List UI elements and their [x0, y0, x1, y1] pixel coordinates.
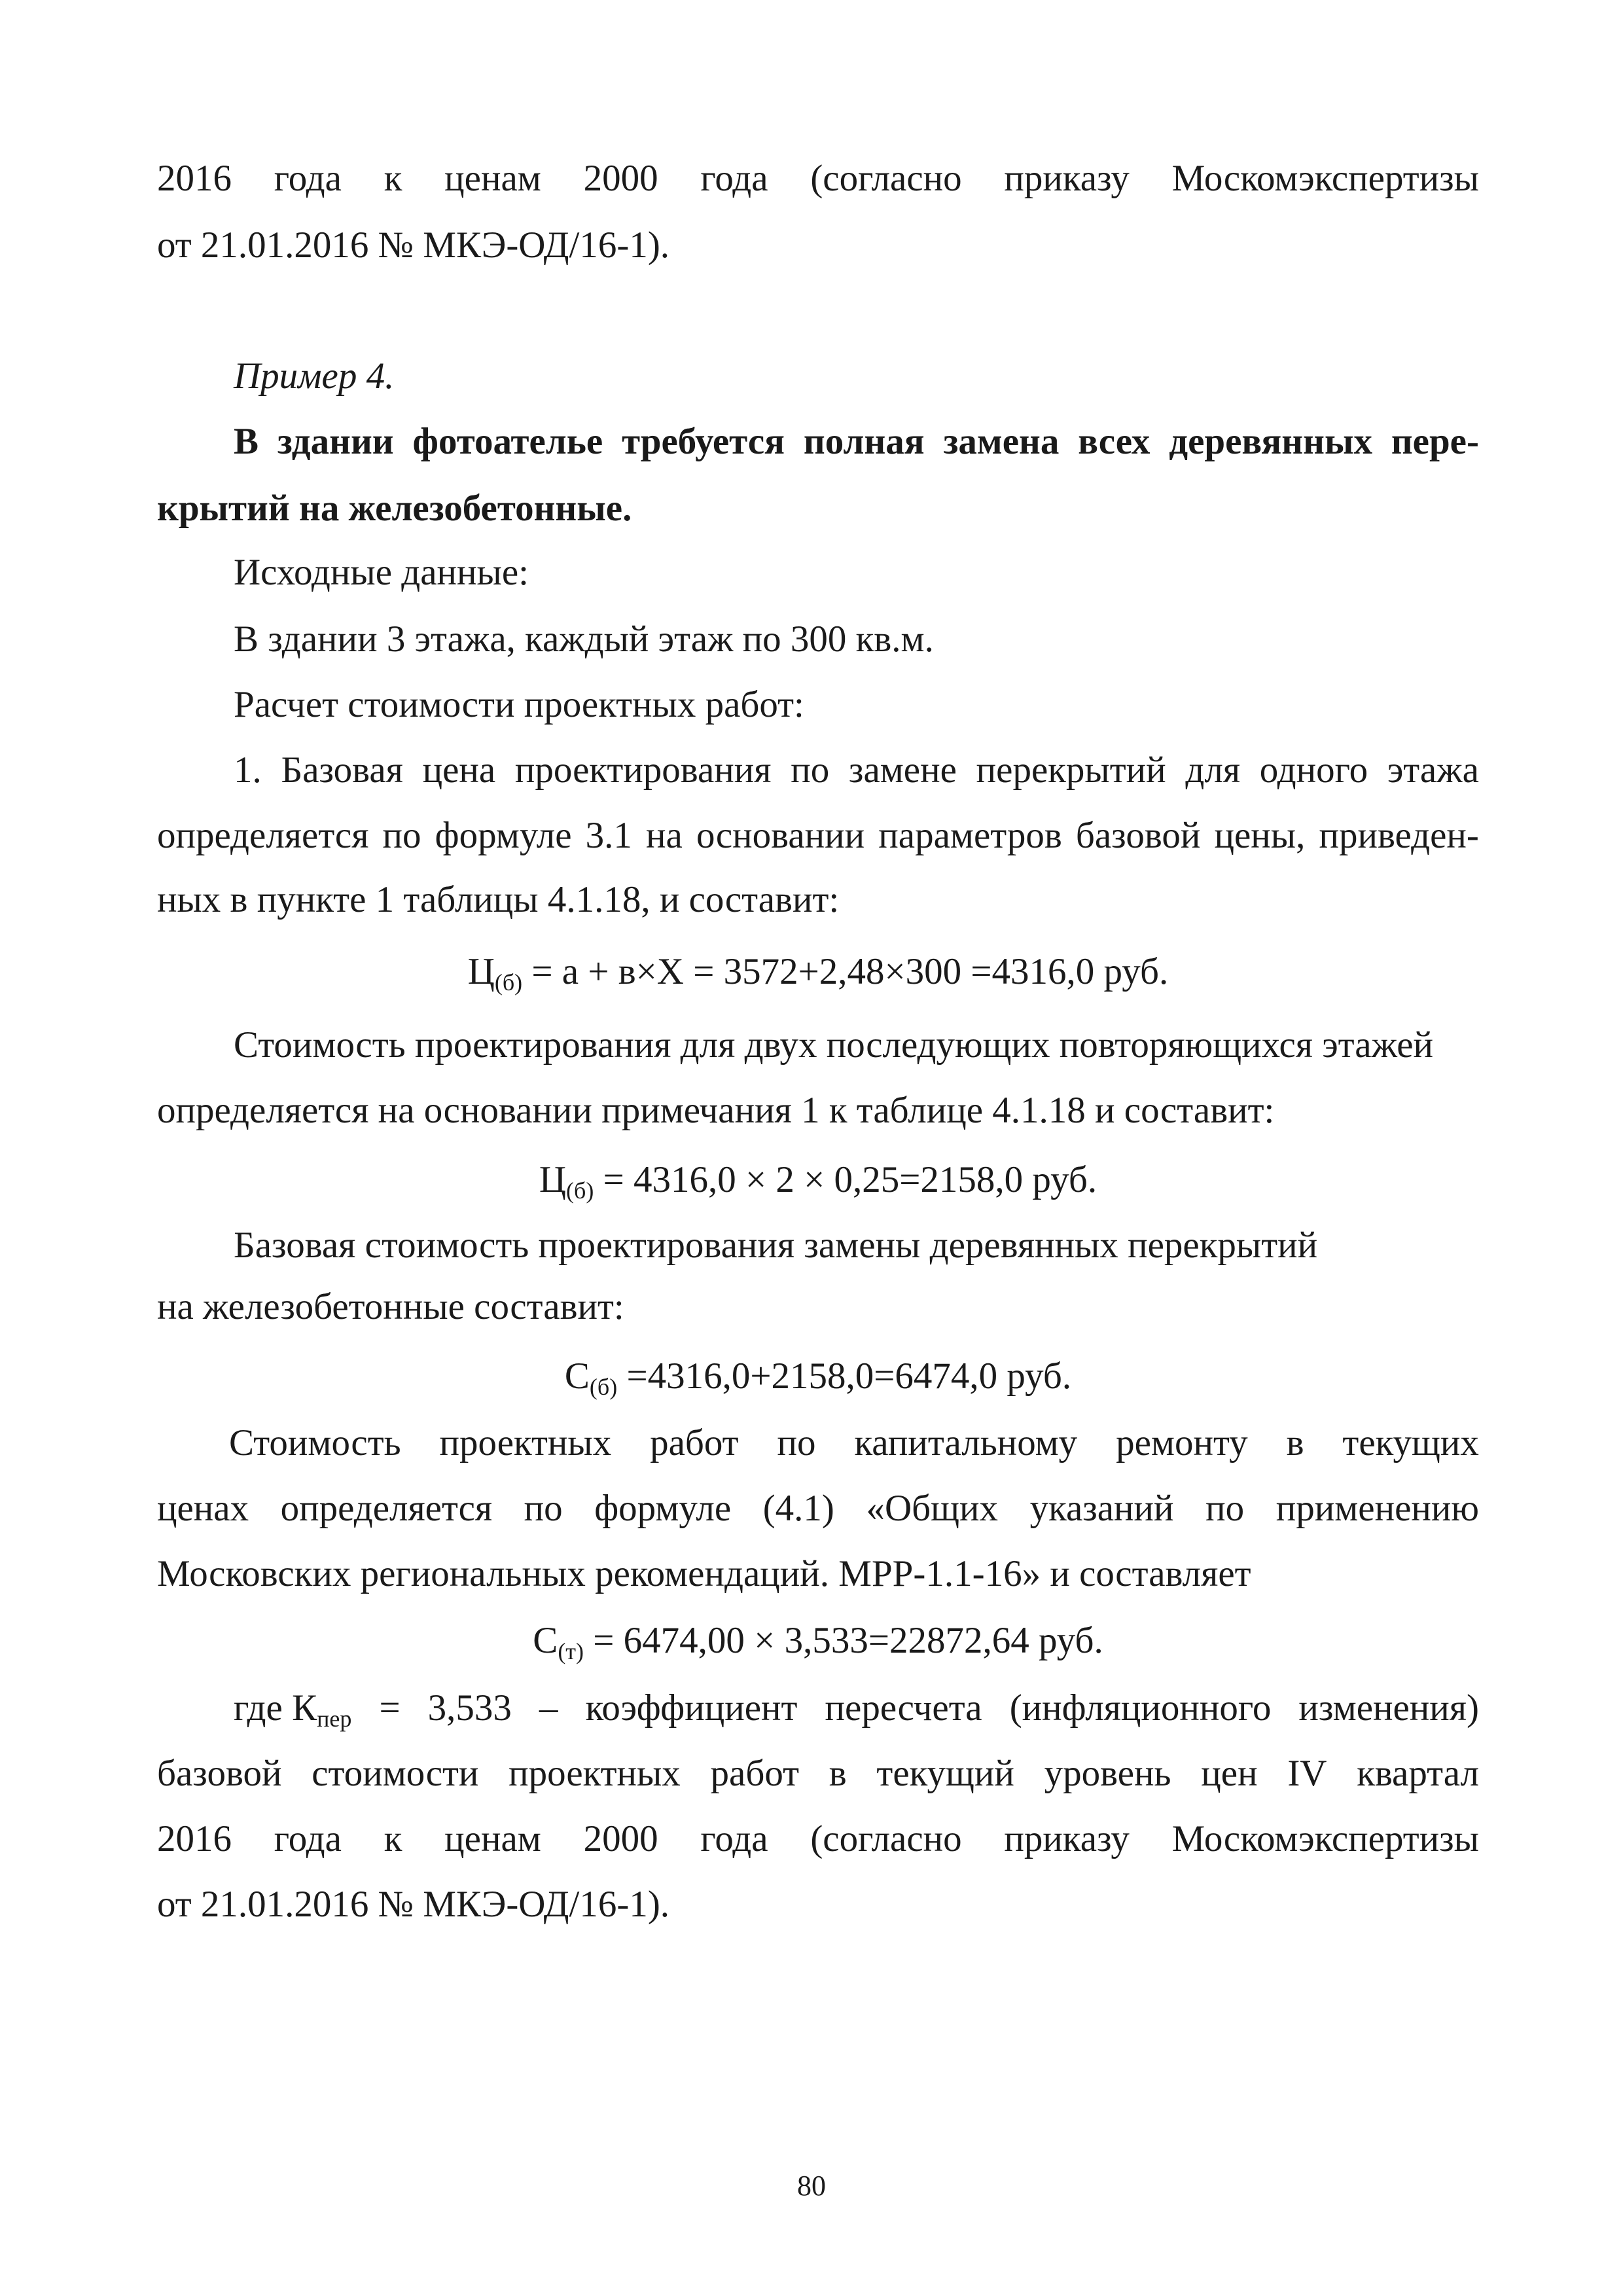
formula-subscript: (б) [566, 1177, 594, 1204]
coef-prefix: где К [234, 1687, 317, 1729]
formula-1 [157, 949, 1479, 995]
word: основании [696, 815, 865, 856]
word: базовой [157, 1753, 282, 1794]
word: определяется [280, 1488, 493, 1529]
word: 3.1 [585, 815, 632, 856]
task-line-1 [234, 419, 1479, 465]
word: в [829, 1753, 847, 1794]
word: Стоимость [229, 1422, 401, 1463]
word: замена [943, 421, 1060, 462]
word: работ [710, 1753, 800, 1794]
word: цена [422, 749, 496, 791]
word: пересчета [825, 1687, 982, 1729]
word: стоимости [312, 1753, 479, 1794]
word: к [383, 158, 402, 199]
word: указаний [1029, 1488, 1174, 1529]
word: определяется [157, 815, 369, 856]
word: по [791, 749, 830, 791]
word: формуле [594, 1488, 732, 1529]
word: 2016 [157, 1818, 232, 1859]
formula-symbol: Ц [539, 1159, 567, 1200]
word: приведен- [1319, 815, 1479, 856]
formula-subscript: (б) [589, 1374, 618, 1400]
word: здании [277, 421, 394, 462]
word: работ [650, 1422, 739, 1463]
word: приказу [1004, 1818, 1130, 1859]
word: Москомэкспертизы [1171, 1818, 1479, 1859]
word: для [1185, 749, 1241, 791]
step1-line-2 [157, 813, 1479, 859]
word: квартал [1357, 1753, 1479, 1794]
word: проектных [439, 1422, 612, 1463]
word: применению [1275, 1488, 1479, 1529]
word: 3,533 [427, 1687, 512, 1729]
repeat-floors-line-1: Стоимость проектирования для двух последующих повторяющихся этажей [234, 1024, 1434, 1066]
word: «Общих [866, 1488, 999, 1529]
word: проектирования [514, 749, 772, 791]
word: базовой [1075, 815, 1201, 856]
formula-expression: =4316,0+2158,0=6474,0 руб. [617, 1355, 1072, 1397]
word: ремонту [1116, 1422, 1248, 1463]
word: в [1286, 1422, 1304, 1463]
word: цены, [1214, 815, 1306, 856]
word: года [274, 158, 342, 199]
formula-expression: = 6474,00 × 3,533=22872,64 руб. [584, 1620, 1103, 1661]
word: пере- [1391, 421, 1479, 462]
coef-subscript: пер [317, 1706, 352, 1732]
word: 2000 [583, 1818, 658, 1859]
formula-symbol: С [533, 1620, 558, 1661]
word: проектных [508, 1753, 681, 1794]
coef-line-3 [157, 1816, 1479, 1862]
word: капитальному [854, 1422, 1078, 1463]
word: = [379, 1687, 401, 1729]
word: деревянных [1169, 421, 1372, 462]
word: 2000 [583, 158, 658, 199]
word: замене [848, 749, 957, 791]
word: ценам [444, 158, 541, 199]
word: (4.1) [762, 1488, 834, 1529]
base-cost-line-2: на железобетонные составит: [157, 1286, 624, 1327]
input-label: Исходные данные: [234, 552, 529, 593]
word: этажа [1387, 749, 1479, 791]
step1-line-3: ных в пункте 1 таблицы 4.1.18, и составит: [157, 879, 840, 920]
word: текущий [876, 1753, 1014, 1794]
formula-symbol: Ц [467, 951, 495, 992]
word: коэффициент [585, 1687, 798, 1729]
word: текущих [1342, 1422, 1479, 1463]
word: параметров [878, 815, 1062, 856]
base-cost-line-1: Базовая стоимость проектирования замены деревянных перекрытий [234, 1225, 1318, 1266]
formula-expression: = а + в×Х = 3572+2,48×300 =4316,0 руб. [522, 951, 1169, 992]
task-line-2: крытий на железобетонные. [157, 488, 632, 529]
word: Москомэкспертизы [1171, 158, 1479, 199]
word: по [1205, 1488, 1245, 1529]
word: года [274, 1818, 342, 1859]
word: года [700, 1818, 768, 1859]
word: на [646, 815, 683, 856]
formula-subscript: (б) [494, 969, 523, 996]
current-cost-line-3: Московских региональных рекомендаций. МРР-1.1-16» и составляет [157, 1553, 1251, 1594]
formula-symbol: С [564, 1355, 590, 1397]
word: приказу [1004, 158, 1130, 199]
word: Базовая [281, 749, 403, 791]
formula-4 [157, 1618, 1479, 1664]
formula-expression: = 4316,0 × 2 × 0,25=2158,0 руб. [594, 1159, 1097, 1200]
word: одного [1259, 749, 1368, 791]
coef-symbol [234, 1685, 351, 1731]
word: года [700, 158, 768, 199]
word: 2016 [157, 158, 232, 199]
word: по [382, 815, 421, 856]
page-number: 80 [797, 2170, 826, 2202]
current-cost-line-1 [229, 1420, 1479, 1466]
step1-line-1 [234, 747, 1479, 793]
word: перекрытий [976, 749, 1166, 791]
input-text: В здании 3 этажа, каждый этаж по 300 кв.м. [234, 619, 934, 660]
word: ценах [157, 1488, 249, 1529]
word: формуле [435, 815, 572, 856]
top-line-1 [157, 156, 1479, 202]
word: – [539, 1687, 558, 1729]
calc-label: Расчет стоимости проектных работ: [234, 684, 804, 725]
word: полная [803, 421, 925, 462]
formula-3 [157, 1354, 1479, 1399]
word: к [383, 1818, 402, 1859]
formula-subscript: (т) [558, 1638, 584, 1664]
word: (согласно [810, 1818, 962, 1859]
word: по [524, 1488, 563, 1529]
word: фотоателье [412, 421, 603, 462]
word: требуется [622, 421, 785, 462]
word: (инфляционного [1009, 1687, 1272, 1729]
coef-line-4: от 21.01.2016 № МКЭ-ОД/16-1). [157, 1884, 670, 1925]
current-cost-line-2 [157, 1486, 1479, 1532]
coef-line-2 [157, 1751, 1479, 1797]
word: цен [1201, 1753, 1258, 1794]
formula-2 [157, 1157, 1479, 1203]
word: уровень [1044, 1753, 1171, 1794]
word: 1. [234, 749, 262, 791]
word: (согласно [810, 158, 962, 199]
coef-line-1 [234, 1685, 1479, 1731]
repeat-floors-line-2: определяется на основании примечания 1 к таблице 4.1.18 и составит: [157, 1090, 1275, 1131]
word: ценам [444, 1818, 541, 1859]
example-heading: Пример 4. [234, 355, 395, 397]
word: IV [1287, 1753, 1327, 1794]
top-line-2: от 21.01.2016 № МКЭ-ОД/16-1). [157, 224, 670, 266]
word: всех [1078, 421, 1150, 462]
word: изменения) [1298, 1687, 1479, 1729]
word: по [777, 1422, 816, 1463]
word: В [234, 421, 259, 462]
